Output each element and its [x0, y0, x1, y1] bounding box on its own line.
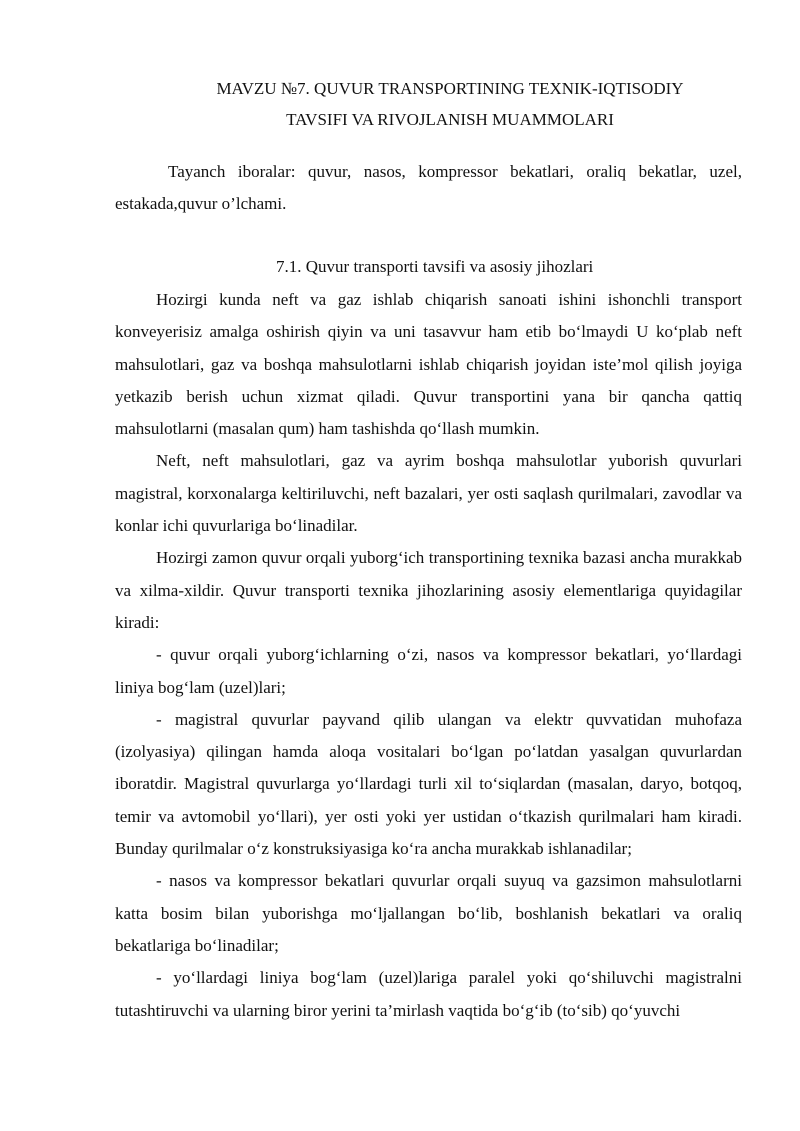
- list-item: - yo‘llardagi liniya bog‘lam (uzel)lariga paralel yoki qo‘shiluvchi magistralni tutashtiruvchi va ularning biror yerini ta’mirlash vaqtida bo‘g‘ib (to‘sib) qo‘yuvchi: [115, 968, 742, 1020]
- paragraph: Hozirgi zamon quvur orqali yuborg‘ich transportining texnika bazasi ancha murakkab va xilma-xildir. Quvur transporti texnika jihozlarining asosiy elementlariga quyidagilar kiradi:: [115, 548, 742, 632]
- page-title: [110, 73, 790, 135]
- paragraph: Neft, neft mahsulotlari, gaz va ayrim boshqa mahsulotlar yuborish quvurlari magistral, korxonalarga keltiriluvchi, neft bazalari, yer osti saqlash qurilmalari, zavodlar va konlar ichi quvurlariga bo‘linadilar.: [115, 451, 742, 536]
- paragraph: Hozirgi kunda neft va gaz ishlab chiqarish sanoati ishini ishonchli transport konveyerisiz amalga oshirish qiyin va uni tasavvur ham etib bo‘lmaydi U ko‘plab neft mahsulotlari, gaz va boshqa mahsulotlarni ishlab chiqarish joyidan iste’mol qilish joyiga yetkazib berish uchun xizmat qiladi. Quvur transportini yana bir qancha qattiq mahsulotlarni (masalan qum) ham tashishda qo‘llash mumkin.: [115, 290, 742, 439]
- keywords-paragraph: Tayanch iboralar: quvur, nasos, kompressor bekatlari, oraliq bekatlar, uzel, estakada,quvur o’lchami.: [115, 162, 742, 214]
- list-item: - nasos va kompressor bekatlari quvurlar orqali suyuq va gazsimon mahsulotlarni katta bosim bilan yuborishga mo‘ljallangan bo‘lib, boshlanish bekatlari va oraliq bekatlariga bo‘linadilar;: [115, 871, 742, 955]
- keywords-block: [115, 156, 742, 221]
- list-item: - quvur orqali yuborg‘ichlarning o‘zi, nasos va kompressor bekatlari, yo‘llardagi liniya bog‘lam (uzel)lari;: [115, 645, 742, 697]
- title-line-1: MAVZU №7. QUVUR TRANSPORTINING TEXNIK-IQTISODIY: [216, 79, 684, 98]
- list-item: - magistral quvurlar payvand qilib ulangan va elektr quvvatidan muhofaza (izolyasiya) qilingan hamda aloqa vositalari bo‘lgan po‘latdan yasalgan quvurlardan iboratdir. Magistral quvurlarga yo‘llardagi turli xil to‘siqlardan (masalan, daryo, botqoq, temir va avtomobil yo‘llari), yer osti yoki yer ustidan o‘tkazish qurilmalari ham kiradi. Bunday qurilmalar o‘z konstruksiyasiga ko‘ra ancha murakkab ishlanadilar;: [115, 709, 742, 859]
- section-heading: 7.1. Quvur transporti tavsifi va asosiy jihozlari: [276, 257, 594, 276]
- title-line-2: TAVSIFI VA RIVOJLANISH MUAMMOLARI: [286, 110, 614, 129]
- main-text: [115, 284, 742, 1027]
